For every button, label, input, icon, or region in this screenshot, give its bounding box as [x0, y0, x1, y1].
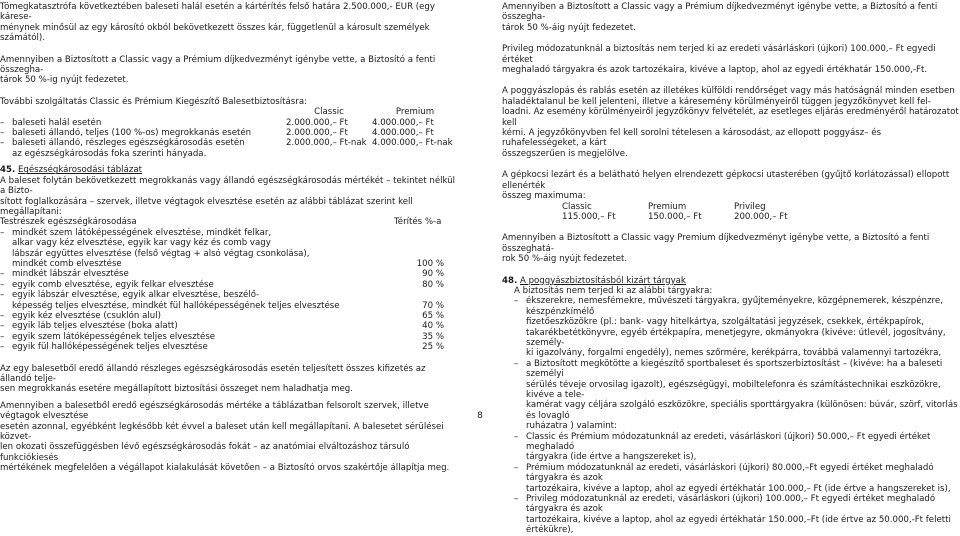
disability-item-text: – egyik láb teljes elvesztése (boka alatt) — [12, 321, 178, 332]
excluded-item-line: – a Biztosított megkötötte a kiegészítő sportbaleset és sportszerbiztosítást – (kivéve: ha a baleseti személyi — [526, 358, 943, 380]
excluded-item-line: – Prémium módozatunknál az eredeti, vásárláskori (újkori) 80.000,–Ft egyedi értéket meghaladó tárgyakra és azok — [526, 462, 934, 484]
text-line: Privileg módozatunknál a biztosítás nem terjed ki az eredeti vásárláskori (újkori) 100.000,– Ft egyedi értéket — [502, 44, 936, 65]
disability-item-text: – egyik fül hallóképességének teljes elvesztése — [12, 342, 208, 353]
disability-item-text: képesség teljes elvesztése, mindkét fül hallóképességének teljes elvesztése — [12, 300, 340, 311]
disability-table-item — [0, 332, 458, 342]
row-premium-value: 4.000.000,– Ft — [372, 128, 434, 139]
section-48 — [502, 276, 960, 536]
car-theft-paragraph — [502, 170, 960, 222]
disability-table-item — [0, 269, 458, 279]
section-number: 45. — [0, 165, 16, 176]
limit-value: 150.000,– Ft — [648, 211, 702, 222]
disability-item-pct: 70 % — [422, 300, 444, 311]
text-line: kérni. A jegyzőkönyvben fel kell sorolni tételesen a károsodást, az ellopott poggyász– és ruhafelességeket, a kárt — [502, 128, 882, 149]
text-line: A poggyászlopás és rablás esetén az illetékes külföldi rendőrséget vagy más hatóságnál minden esetben — [502, 86, 955, 97]
theft-report-paragraph — [502, 86, 960, 159]
discount-paragraph-2 — [502, 233, 960, 264]
disability-item-text: – egyik comb elvesztése, egyik felkar elvesztése — [12, 279, 214, 290]
excluded-item-line: értékükre), — [526, 525, 574, 536]
disability-item-line — [0, 332, 444, 342]
disability-item-pct — [404, 238, 444, 248]
row-label: – baleseti halál esetén — [12, 117, 102, 128]
excluded-item — [514, 494, 960, 536]
text-line: összeg maximuma: — [502, 191, 586, 202]
text-line: mértékének megfelelően a végállapot kialakulását követően – a Biztosító orvos szakértője állapítja meg. — [0, 463, 450, 474]
extra-service-header — [0, 107, 458, 117]
disability-item-text: – egyik lábszár elvesztése, egyik alkar elvesztése, beszélő- — [12, 290, 260, 301]
text-line: tárok 50 %-ig nyújt fedezetet. — [0, 75, 129, 86]
section-heading — [502, 276, 960, 286]
disability-item-line — [0, 228, 444, 238]
text-line: meghaladó tárgyakra és azok tartozékaira, kivéve a laptop, ahol az egyedi értékhatár 150.000,-Ft. — [502, 65, 928, 76]
extra-service-tail: az egészségkárosodás foka szerinti hányada. — [12, 148, 207, 159]
extra-service-title: További szolgáltatás Classic és Prémium Kiegészítő Balesetbiztosításra: — [0, 96, 307, 107]
disability-item-line — [0, 249, 444, 259]
table-header — [0, 217, 454, 227]
text-line: Tömegkatasztrófa következtében baleseti halál esetén a kártérítés felső határa 2.500.000,- EUR (egy kárese- — [0, 2, 435, 23]
row-label: – baleseti állandó, részleges egészségkárosodás esetén — [12, 138, 245, 149]
extra-service-row — [0, 128, 458, 138]
text-line: A baleset folytán bekövetkezett megrokkanás vagy állandó egészségkárosodás mértékét – tekintet nélkül a Bizto- — [0, 175, 456, 197]
disability-item-text: – mindkét szem látóképességének elvesztése, mindkét felkar, — [12, 227, 272, 238]
text-line: loadni. Az esemény körülményeiről jegyzőkönyv felvételét, az esetleges eljárás eredményéről határozatot kell — [502, 107, 959, 128]
text-line: sen megrokkanás esetére megállapított biztosítási összeget nem haladhatja meg. — [0, 384, 353, 395]
excluded-item-line: sérülés téveje orvosilag igazolt), egészségügyi, mobiltelefonra és számítástechnikai eszközökre, kivéve a tele- — [526, 379, 941, 400]
disability-item-line — [0, 290, 444, 300]
text-line: sított foglalkozására – szervek, illetve végtagok elvesztése esetén az alábbi táblázat szerint kell megállapítani: — [0, 196, 413, 217]
limit-label: Premium — [648, 201, 687, 212]
disability-item-line — [0, 269, 444, 279]
disability-item-pct: 100 % — [416, 258, 444, 269]
text-line: haladéktalanul be kell jelenteni, illetve a káresemény körülményeiről tüggen jegyzőkönyvet kell fel- — [502, 96, 931, 107]
disability-item-text: mindkét comb elvesztése — [12, 258, 122, 269]
closing-paragraph — [0, 364, 458, 474]
row-label: – baleseti állandó, teljes (100 %-os) megrokkanás esetén — [12, 128, 252, 139]
disability-item-line — [0, 259, 444, 269]
text-line: összegszerűen is megjelölve. — [502, 148, 628, 159]
column-premium: Premium — [395, 107, 435, 118]
disability-table-item — [0, 321, 458, 331]
disability-table-item — [0, 342, 458, 352]
limits-values — [502, 212, 960, 222]
text-line: rok 50 %-áig nyújt fedezetet. — [502, 254, 628, 265]
excluded-item-line: kamérat vagy céljára szolgáló eszközökre, speciális sporttárgyakra (különösen: búvár, szörf, vitorlás és lovagló — [526, 400, 958, 421]
excluded-item-line: ki igazolvány, forgalmi engedély), nemes szőrmére, kerékpárra, továbbá valamennyi tartozékra, — [526, 348, 942, 359]
disability-item-text: – egyik szem látóképességének teljes elvesztése — [12, 331, 216, 342]
coverage-limit-paragraph — [0, 55, 458, 86]
excluded-item-line: – Classic és Prémium módozatunknál az eredeti, vásárláskori (újkori) 50.000,– Ft egyedi értéket meghaladó — [526, 431, 931, 453]
disability-item-line — [0, 321, 444, 331]
disability-item-pct: 65 % — [422, 310, 444, 321]
disability-item-line — [0, 238, 444, 248]
limit-label: Privileg — [734, 201, 766, 212]
page-number: 8 — [477, 411, 483, 421]
excluded-item-line: tárgyakra (ide értve a hangszereket is), — [526, 452, 697, 463]
limits-labels — [502, 202, 960, 212]
excluded-item-line: tartozékaira, kivéve a laptop, ahol az egyedi értékhatár 150.000,–Ft (ide értve az 50.000,-Ft feletti — [526, 514, 951, 525]
discount-paragraph — [502, 2, 960, 33]
disability-item-text: – egyik kéz elvesztése (csuklón alul) — [12, 310, 161, 321]
disability-item-pct: 40 % — [422, 321, 444, 332]
section-title: Egészségkárosodási táblázat — [17, 165, 142, 176]
section-number: 48. — [502, 275, 518, 286]
row-classic-value: 2.000.000,– Ft — [286, 117, 348, 128]
disability-table-item — [0, 311, 458, 321]
section-title: A poggyászbiztosításból kizárt tárgyak — [519, 275, 686, 286]
excluded-item — [514, 432, 960, 463]
row-premium-value: 4.000.000,– Ft-nak — [372, 138, 453, 149]
text-line: tárok 50 %-áig nyújt fedezetet. — [502, 22, 636, 33]
text-line: Az egy balesetből eredő állandó részleges egészségkárosodás esetén teljesített összes kifizetés az állandó telje- — [0, 363, 426, 384]
row-classic-value: 2.000.000,– Ft — [286, 128, 348, 139]
limit-value: 200.000,– Ft — [734, 211, 788, 222]
disability-item-pct: 25 % — [422, 342, 444, 353]
excluded-item-line: – ékszerekre, nemesfémekre, művészeti tárgyakra, gyűjteményekre, közgépnemerek, készpénzre, készpénzkímélő — [526, 296, 943, 317]
text-line: len okozati összefüggésben lévő egészségkárosodás fokát – az anatómiai elváltozáshoz társuló funkciókiesés — [0, 442, 410, 463]
excluded-item-line: tartozékaira, kivéve a laptop, ahol az egyedi értékhatár 100.000,– Ft (ide értve a hangszereket is), — [526, 483, 951, 494]
text-line: Amennyiben a Biztosított a Classic vagy Premium díjkedvezményt igénybe vette, a Biztosító a fenti összeghatá- — [502, 233, 930, 254]
table-header-pct: Térítés %-a — [394, 217, 442, 228]
disability-item-line — [0, 301, 444, 311]
disability-table-item — [0, 228, 458, 270]
section-heading — [0, 165, 458, 175]
disability-item-pct: 90 % — [422, 269, 444, 280]
extra-service-block — [0, 97, 458, 159]
row-premium-value: 4.000.000,– Ft — [372, 117, 434, 128]
disability-item-text: alkar vagy kéz elvesztése, egyik kar vagy kéz és comb vagy — [12, 238, 271, 249]
disability-item-line — [0, 311, 444, 321]
privileg-paragraph — [502, 44, 960, 75]
disability-item-pct — [404, 290, 444, 300]
disability-table-item — [0, 280, 458, 290]
limit-value: 115.000,– Ft — [562, 211, 616, 222]
right-column — [502, 2, 960, 536]
excluded-item-line: ruházatra ) valamint: — [526, 421, 617, 432]
excluded-item-line: takarékbetétkönyvre, egyéb értékpapíra, menetjegyre, okmányokra (kivéve: útlevél, jogosítvány, személy- — [526, 327, 946, 348]
disability-item-line — [0, 280, 444, 290]
left-column — [0, 2, 458, 474]
table-header-label: Testrészek egészségkárosodása — [0, 217, 137, 228]
text-line: Amennyiben a balesetből eredő egészségkárosodás mértéke a táblázatban felsorolt szervek, illetve végtagok elvesztése — [0, 400, 429, 422]
excluded-item-line: fizetőeszközökre (pl.: bank- vagy hitelkártya, szolgáltatási jegyzések, csekkek, értékpapírok, — [526, 317, 925, 328]
text-line: esetén azonnal, egyébként legkésőbb két évvel a baleset után kell megállapítani. A balesetet sérülései közvet- — [0, 421, 444, 443]
section-45 — [0, 165, 458, 473]
extra-service-row — [0, 138, 458, 148]
excluded-item — [514, 296, 960, 358]
text-line: ménynek minősül az egy károsító okból bekövetkezett összes kár, függetlenül a károsult személyek számától). — [0, 22, 430, 44]
disability-item-pct: 80 % — [422, 279, 444, 290]
disability-item-text: lábszár együttes elvesztése (felső végtag + alsó végtag csonkolása), — [12, 248, 310, 259]
disability-item-pct: 35 % — [422, 331, 444, 342]
disability-item-text: – mindkét lábszár elvesztése — [12, 269, 129, 280]
text-line: Amennyiben a Biztosított a Classic vagy a Prémium díjkedvezményt igénybe vette, a Biztosító a fenti összegha- — [502, 2, 938, 23]
limit-label: Classic — [562, 201, 592, 212]
disability-item-line — [0, 342, 444, 352]
text-line: Amennyiben a Biztosított a Classic vagy a Prémium díjkedvezményt igénybe vette, a Biztosító a fenti összegha- — [0, 54, 436, 76]
section-lead: A biztosítás nem terjed ki az alábbi tárgyakra: — [514, 285, 713, 296]
disability-item-pct — [404, 249, 444, 259]
excluded-item — [514, 359, 960, 432]
disability-item-pct — [404, 228, 444, 238]
intro-paragraph — [0, 2, 458, 44]
disability-table-item — [0, 290, 458, 311]
column-classic: Classic — [314, 107, 344, 118]
excluded-item — [514, 463, 960, 494]
row-classic-value: 2.000.000,– Ft-nak — [286, 138, 367, 149]
extra-service-row — [0, 118, 458, 128]
excluded-item-line: – Privileg módozatunknál az eredeti, vásárláskori (újkori) 100.000,– Ft egyedi értéket meghaladó tárgyakra és azok — [526, 494, 936, 515]
text-line: A gépkocsi lezárt és a belátható helyen elrendezett gépkocsi utasterében (gyűjtő korlátozással) ellopott ellenérték — [502, 170, 950, 191]
